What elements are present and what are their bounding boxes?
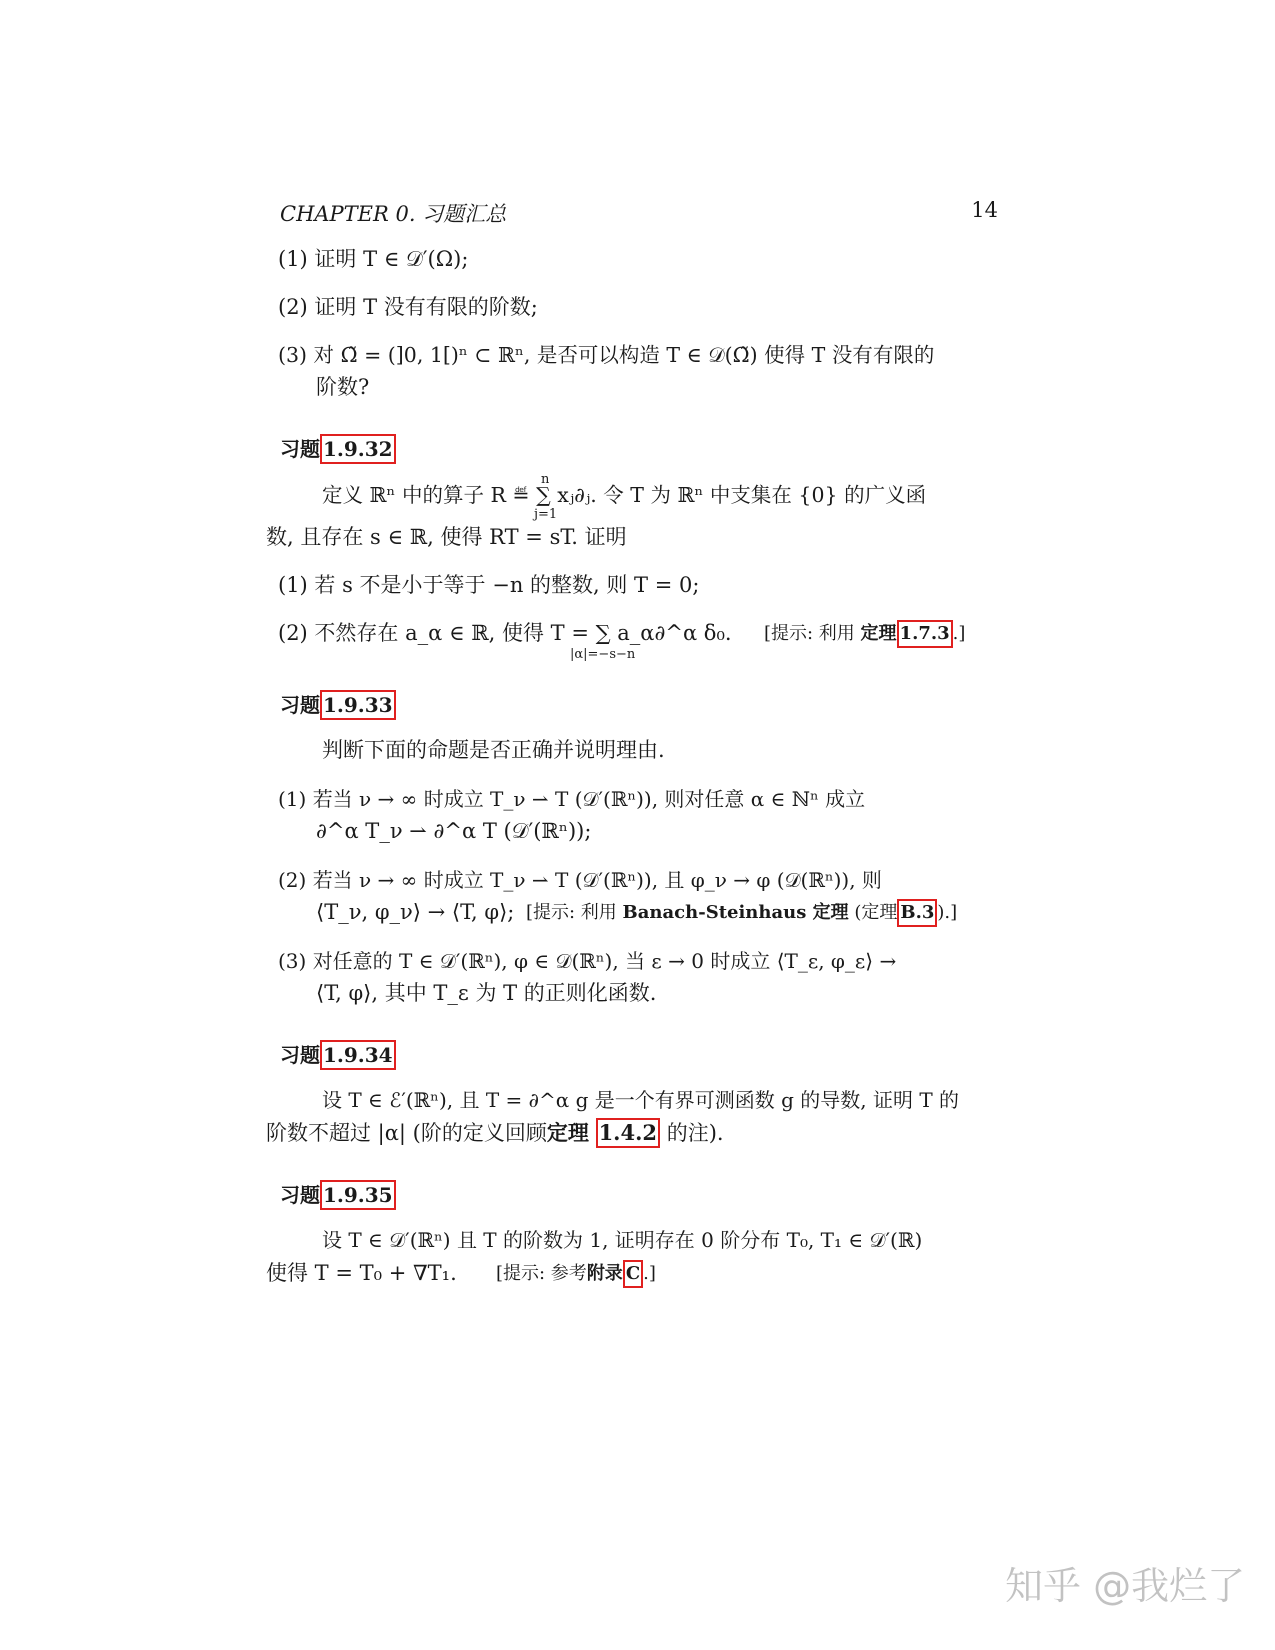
list-item: (1) 若当 ν → ∞ 时成立 T_ν ⇀ T (𝒟′(ℝⁿ)), 则对任意 α ∈ ℕⁿ 成立 xyxy=(278,787,866,811)
sum-lower-limit: j=1 xyxy=(534,507,558,522)
exercise-label: 习题 xyxy=(280,1183,320,1207)
list-item-continuation: ⟨T_ν, φ_ν⟩ → ⟨T, φ⟩; xyxy=(316,900,515,924)
appendix-link[interactable]: C xyxy=(623,1260,643,1288)
list-item-continuation: ⟨T, φ⟩, 其中 T_ε 为 T 的正则化函数. xyxy=(316,981,657,1005)
hint: [提示: 利用 定理 1.7.3 .] xyxy=(764,619,965,649)
list-item-continuation: ∂^α T_ν ⇀ ∂^α T (𝒟′(ℝⁿ)); xyxy=(316,819,592,843)
exercise-heading xyxy=(280,434,396,464)
exercise-heading xyxy=(280,1180,396,1210)
sum-upper-limit: n xyxy=(541,472,550,487)
hint: [提示: 利用 Banach-Steinhaus 定理 (定理 B.3 ).] xyxy=(526,898,957,928)
document-page xyxy=(266,0,998,1650)
exercise-heading xyxy=(280,690,396,720)
list-item: (1) 若 s 不是小于等于 −n 的整数, 则 T = 0; xyxy=(278,573,700,597)
paragraph-line: 设 T ∈ ℰ′(ℝⁿ), 且 T = ∂^α g 是一个有界可测函数 g 的导数, 证明 T 的 xyxy=(322,1088,960,1112)
exercise-number-link[interactable]: 1.9.32 xyxy=(320,434,396,464)
exercise-number-link[interactable]: 1.9.33 xyxy=(320,690,396,720)
list-item: (3) 对 Ω̃ = (]0, 1[)ⁿ ⊂ ℝⁿ, 是否可以构造 T ∈ 𝒟(Ω̃) 使得 T 没有有限的 xyxy=(278,343,935,367)
running-header xyxy=(280,198,998,228)
page-number: 14 xyxy=(971,198,998,222)
list-item: (3) 对任意的 T ∈ 𝒟′(ℝⁿ), φ ∈ 𝒟(ℝⁿ), 当 ε → 0 时成立 ⟨T_ε, φ_ε⟩ → xyxy=(278,949,897,973)
list-item: (2) 证明 T 没有有限的阶数; xyxy=(278,295,538,319)
chapter-title: CHAPTER 0. 习题汇总 xyxy=(280,202,507,226)
exercise-label: 习题 xyxy=(280,437,320,461)
hint: [提示: 参考附录 C .] xyxy=(496,1259,656,1289)
paragraph-line: 使得 T = T₀ + ∇T₁. xyxy=(266,1261,457,1285)
watermark: 知乎 @我烂了 xyxy=(1005,1564,1246,1608)
paragraph-line: 定义 ℝⁿ 中的算子 R ≝ ∑ xⱼ∂ⱼ. 令 T 为 ℝⁿ 中支集在 {0} 的广义函 xyxy=(322,483,927,507)
sum-lower-limit: |α|=−s−n xyxy=(570,647,636,662)
theorem-link[interactable]: B.3 xyxy=(897,899,937,927)
exercise-number-link[interactable]: 1.9.34 xyxy=(320,1040,396,1070)
paragraph-line: 判断下面的命题是否正确并说明理由. xyxy=(322,738,665,762)
list-item: (1) 证明 T ∈ 𝒟′(Ω); xyxy=(278,247,469,271)
list-item: (2) 不然存在 a_α ∈ ℝ, 使得 T = ∑ a_α∂^α δ₀. xyxy=(278,621,732,645)
paragraph-line: 阶数不超过 |α| (阶的定义回顾定理 1.4.2 的注). xyxy=(266,1118,724,1148)
exercise-heading xyxy=(280,1040,396,1070)
list-item-continuation: 阶数? xyxy=(316,375,370,399)
paragraph-line: 数, 且存在 s ∈ ℝ, 使得 RT = sT. 证明 xyxy=(266,525,627,549)
list-item: (2) 若当 ν → ∞ 时成立 T_ν ⇀ T (𝒟′(ℝⁿ)), 且 φ_ν → φ (𝒟(ℝⁿ)), 则 xyxy=(278,868,882,892)
exercise-number-link[interactable]: 1.9.35 xyxy=(320,1180,396,1210)
paragraph-line: 设 T ∈ 𝒟′(ℝⁿ) 且 T 的阶数为 1, 证明存在 0 阶分布 T₀, T₁ ∈ 𝒟′(ℝ) xyxy=(322,1228,923,1252)
exercise-label: 习题 xyxy=(280,693,320,717)
exercise-label: 习题 xyxy=(280,1043,320,1067)
theorem-link[interactable]: 1.4.2 xyxy=(596,1118,660,1148)
theorem-link[interactable]: 1.7.3 xyxy=(897,620,953,648)
